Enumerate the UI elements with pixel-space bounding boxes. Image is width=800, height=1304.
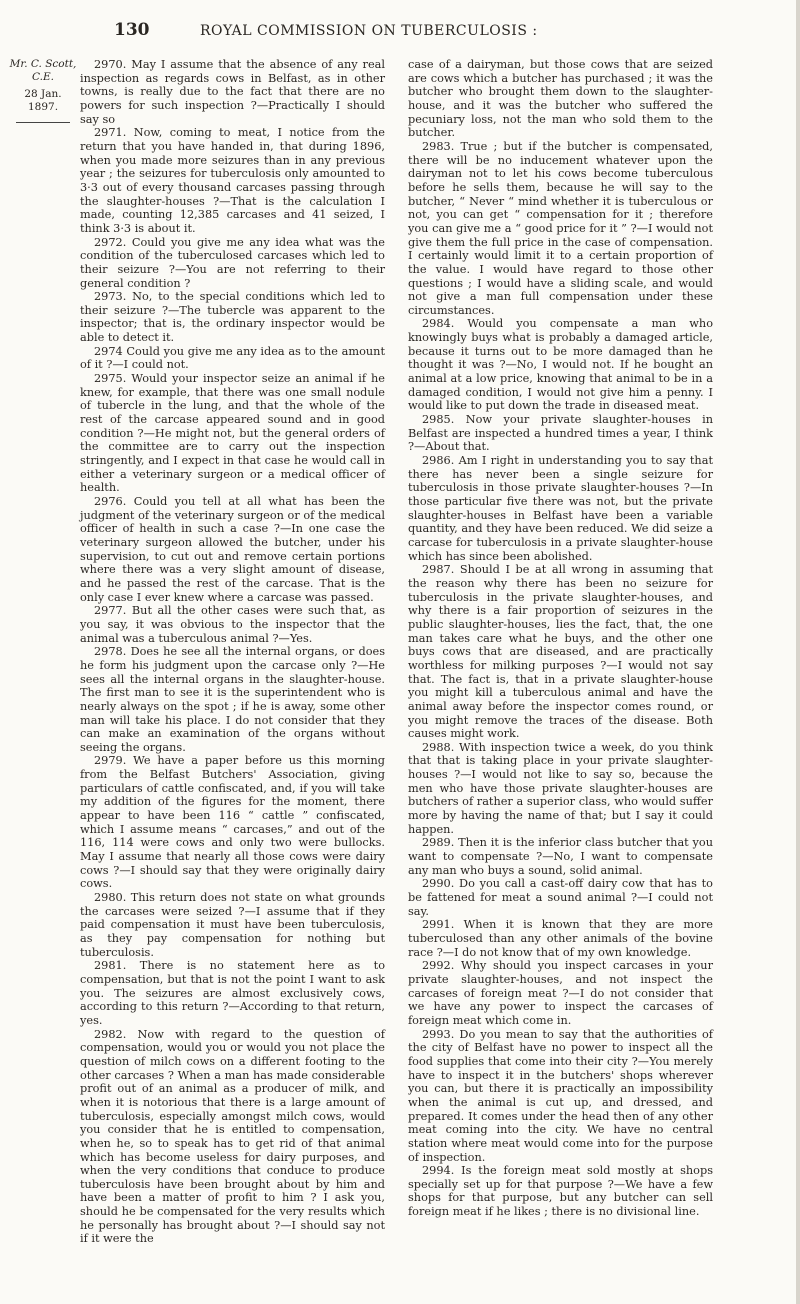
left-column-paragraph: 2973. No, to the special conditions which led to their seizure ?—The tubercle was apparent to the inspector; that is, the ordinary inspector would be able to detect it. [80,290,385,345]
right-column-paragraph: 2986. Am I right in understanding you to say that there has never been a single seizure for tuberculosis in those private slaughter-houses ?—In those particular five there was not, but the private slaughter-houses in Belfast have been a variable quantity, and they have been reduced. We did seize a carcase for tuberculosis in a private slaughter-house which has since been abolished. [408,454,713,563]
right-column-paragraph: 2993. Do you mean to say that the authorities of the city of Belfast have no power to inspect all the food supplies that come into their city ?—You merely have to inspect it in the butchers' shops wherever you can, but there it is practically an impossibility when the animal is cut up, and dressed, and prepared. It comes under the head then of any other meat coming into the city. We have no central station where meat would come into for the purpose of inspection. [408,1027,713,1164]
right-column-paragraph: 2983. True ; but if the butcher is compensated, there will be no inducement whatever upon the dairyman not to let his cows become tuberculous before he sells them, because he will say to the butcher, “ Never “ mind whether it is tuberculous or not, you can get “ compensation for it ; therefore you can give me a “ good price for it ” ?—I would not give them the full price in the case of compensation. I certainly would limit it to a certain proportion of the value. I would have regard to those other questions ; I would have a sliding scale, and would not give a man full compensation under these circumstances. [408,139,713,317]
right-column-paragraph: 2988. With inspection twice a week, do you think that that is taking place in your private slaughter-houses ?—I would not like to say so, because the men who have those private slaughter-houses are butchers of rather a superior class, who would suffer more by having the name of that; but I say it could happen. [408,740,713,836]
right-column-paragraph: 2985. Now your private slaughter-houses in Belfast are inspected a hundred times a year, I think ?—About that. [408,413,713,454]
margin-note [8,58,78,123]
left-column-paragraph: 2981. There is no statement here as to compensation, but that is not the point I want to ask you. The seizures are almost exclusively cows, according to this return ?—According to that return, yes. [80,959,385,1027]
page-header [0,20,800,42]
left-column-paragraph: 2980. This return does not state on what grounds the carcases were seized ?—I assume that if they paid compensation it must have been tuberculosis, as they pay compensation for nothing but tuberculosis. [80,891,385,959]
right-column [408,58,713,1219]
right-column-paragraph: 2989. Then it is the inferior class butcher that you want to compensate ?—No, I want to compensate any man who buys a sound, solid animal. [408,836,713,877]
right-column-paragraph: 2990. Do you call a cast-off dairy cow that has to be fattened for meat a sound animal ?—I could not say. [408,877,713,918]
page-edge [796,0,800,1304]
left-column-paragraph: 2977. But all the other cases were such that, as you say, it was obvious to the inspector that the animal was a tuberculous animal ?—Yes. [80,604,385,645]
margin-rule [16,122,70,123]
running-title: ROYAL COMMISSION ON TUBERCULOSIS : [200,23,538,39]
left-column-paragraph: 2971. Now, coming to meat, I notice from the return that you have handed in, that during 1896, when you made more seizures than in any previous year ; the seizures for tuberculosis only amounted to 3·3 out of every thousand carcases passing through the slaughter-houses ?—That is the calculation I made, counting 12,385 carcases and 41 seized, I think 3·3 is about it. [80,126,385,235]
left-column [80,58,385,1246]
left-column-paragraph: 2974 Could you give me any idea as to the amount of it ?—I could not. [80,344,385,372]
left-column-paragraph: 2982. Now with regard to the question of compensation, would you or would you not place the question of milch cows on a different footing to the other carcases ? When a man has made considerable profit out of an animal as a producer of milk, and when it is notorious that there is a large amount of tuberculosis, especially amongst milch cows, would you consider that he is entitled to compensation, when he, so to speak has to get rid of that animal which has become useless for dairy purposes, and when the very conditions that conduce to produce tuberculosis have been brought about by him and have been a matter of profit to him ? I ask you, should he be compensated for the very results which he personally has brought about ?—I should say not if it were the [80,1027,385,1246]
left-column-paragraph: 2975. Would your inspector seize an animal if he knew, for example, that there was one small nodule of tubercle in the lung, and that the whole of the rest of the carcase appeared sound and in good condition ?—He might not, but the general orders of the committee are to carry out the inspection stringently, and I expect in that case he would call in either a veterinary surgeon or a medical officer of health. [80,372,385,495]
right-column-paragraph: 2991. When it is known that they are more tuberculosed than any other animals of the bovine race ?—I do not know that of my own knowledge. [408,918,713,959]
page-number: 130 [114,20,150,40]
right-column-paragraph: 2992. Why should you inspect carcases in your private slaughter-houses, and not inspect the carcases of foreign meat ?—I do not consider that we have any power to inspect the carcases of foreign meat which come in. [408,959,713,1027]
right-column-paragraph: case of a dairyman, but those cows that are seized are cows which a butcher has purchased ; it was the butcher who brought them down to the slaughter-house, and it was the butcher who suffered the pecuniary loss, not the man who sold them to the butcher. [408,58,713,140]
right-column-paragraph: 2994. Is the foreign meat sold mostly at shops specially set up for that purpose ?—We have a few shops for that purpose, but any butcher can sell foreign meat if he likes ; there is no divisional line. [408,1164,713,1219]
left-column-paragraph: 2972. Could you give me any idea what was the condition of the tuberculosed carcases which led to their seizure ?—You are not referring to their general condition ? [80,235,385,290]
left-column-paragraph: 2979. We have a paper before us this morning from the Belfast Butchers' Association, giving particulars of cattle confiscated, and, if you will take my addition of the figures for the moment, there appear to have been 116 “ cattle ” confiscated, which I assume means “ carcases,” and out of the 116, 114 were cows and only two were bullocks. May I assume that nearly all those cows were dairy cows ?—I should say that they were originally dairy cows. [80,754,385,891]
right-column-paragraph: 2984. Would you compensate a man who knowingly buys what is probably a damaged article, because it turns out to be more damaged than he thought it was ?—No, I would not. If he bought an animal at a low price, knowing that animal to be in a damaged condition, I would not give him a penny. I would like to put down the trade in diseased meat. [408,317,713,413]
left-column-paragraph: 2970. May I assume that the absence of any real inspection as regards cows in Belfast, as in other towns, is really due to the fact that there are no powers for such inspection ?—Practically I should say so [80,58,385,126]
left-column-paragraph: 2978. Does he see all the internal organs, or does he form his judgment upon the carcase only ?—He sees all the internal organs in the slaughter-house. The first man to see it is the superintendent who is nearly always on the spot ; if he is away, some other man will take his place. I do not consider that they can make an examination of the organs without seeing the organs. [80,645,385,754]
witness-name: Mr. C. Scott, C.E. [9,58,77,83]
right-column-paragraph: 2987. Should I be at all wrong in assuming that the reason why there has been no seizure for tuberculosis in the private slaughter-houses, and why there is a fair proportion of seizures in the public slaughter-houses, lies the fact, that, the one man takes care what he buys, and the other one buys cows that are diseased, and are practically worthless for milking purposes ?—I would not say that. The fact is, that in a private slaughter-house you might kill a tuberculous animal and have the animal away before the inspector comes round, or you might remove the traces of the disease. Both causes might work. [408,563,713,741]
hearing-date: 28 Jan. 1897. [24,88,62,113]
left-column-paragraph: 2976. Could you tell at all what has been the judgment of the veterinary surgeon or of the medical officer of health in such a case ?—In one case the veterinary surgeon allowed the butcher, under his supervision, to cut out and remove certain portions where there was a very slight amount of disease, and he passed the rest of the carcase. That is the only case I ever knew where a carcase was passed. [80,495,385,604]
